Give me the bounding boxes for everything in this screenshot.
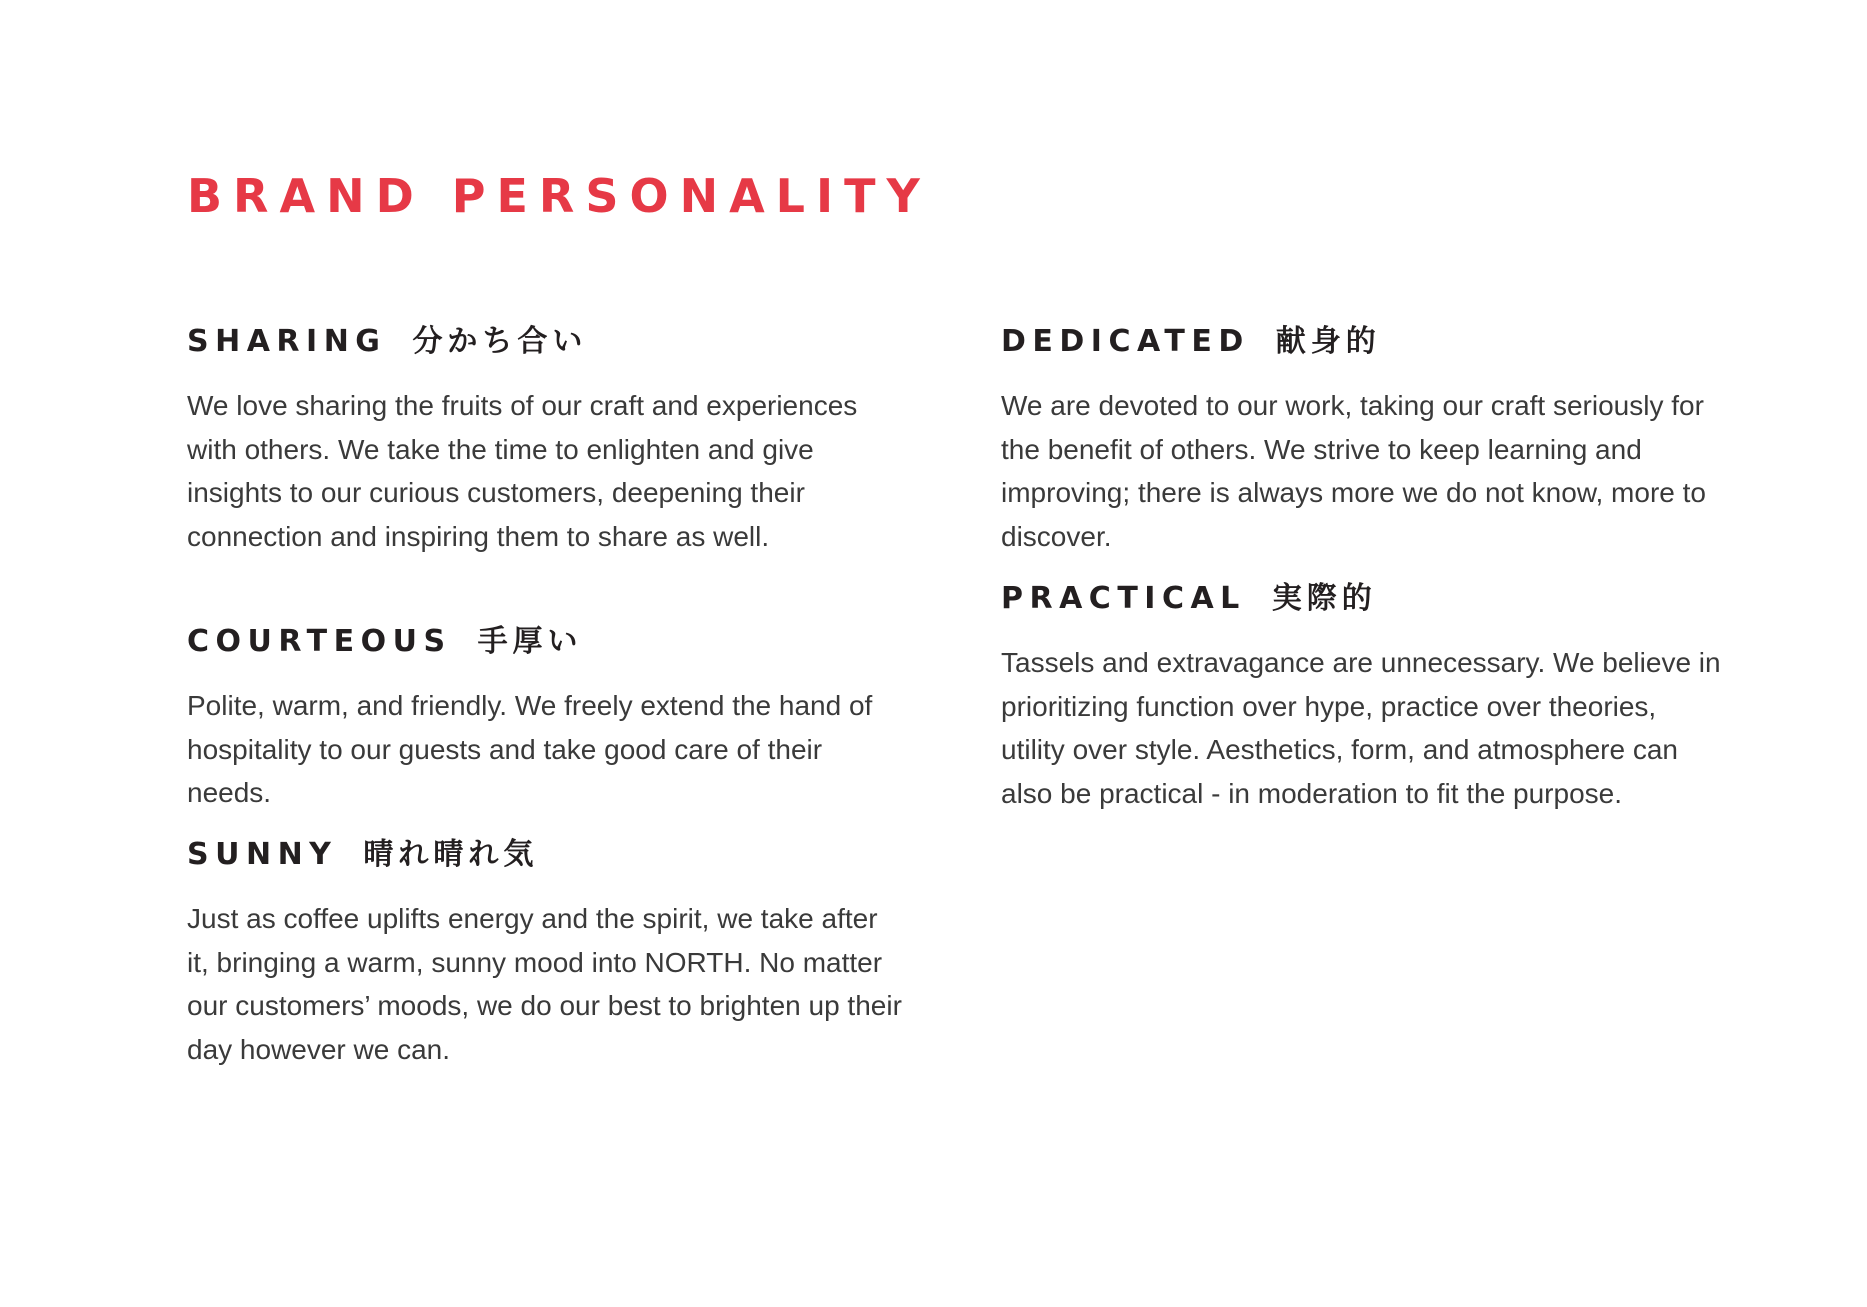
heading-japanese: 実際的 xyxy=(1271,581,1377,616)
section-heading xyxy=(1001,322,1721,362)
section-heading xyxy=(1001,579,1721,619)
section-description: Tassels and extravagance are unnecessary. We believe in prioritizing function over hype, practice over theories, utility over style. Aesthetics, form, and atmosphere can also be practical - in moderation to fit the purpose. xyxy=(1001,647,1721,809)
heading-japanese: 分かち合い xyxy=(412,324,588,359)
section-practical xyxy=(1001,579,1721,815)
section-description: Polite, warm, and friendly. We freely extend the hand of hospitality to our guests and take good care of their needs. xyxy=(187,690,873,808)
heading-english: COURTEOUS xyxy=(187,624,452,659)
heading-japanese: 晴れ晴れ気 xyxy=(363,837,539,872)
heading-english: SHARING xyxy=(187,324,387,359)
section-sharing xyxy=(187,322,907,558)
section-heading xyxy=(187,622,907,662)
section-description: We are devoted to our work, taking our craft seriously for the benefit of others. We strive to keep learning and improving; there is always more we do not know, more to discover. xyxy=(1001,390,1706,552)
heading-english: DEDICATED xyxy=(1001,324,1250,359)
section-description: Just as coffee uplifts energy and the spirit, we take after it, bringing a warm, sunny mood into NORTH. No matter our customers’ moods, we do our best to brighten up their day however we can. xyxy=(187,903,902,1065)
heading-english: PRACTICAL xyxy=(1001,581,1246,616)
heading-japanese: 献身的 xyxy=(1275,324,1381,359)
heading-english: SUNNY xyxy=(187,837,338,872)
section-courteous xyxy=(187,622,907,815)
heading-japanese: 手厚い xyxy=(477,624,583,659)
page-title: BRAND PERSONALITY xyxy=(187,169,931,223)
section-heading xyxy=(187,835,907,875)
section-dedicated xyxy=(1001,322,1721,558)
section-heading xyxy=(187,322,907,362)
section-sunny xyxy=(187,835,907,1071)
section-description: We love sharing the fruits of our craft and experiences with others. We take the time to enlighten and give insights to our curious customers, deepening their connection and inspiring them to share as well. xyxy=(187,390,858,552)
